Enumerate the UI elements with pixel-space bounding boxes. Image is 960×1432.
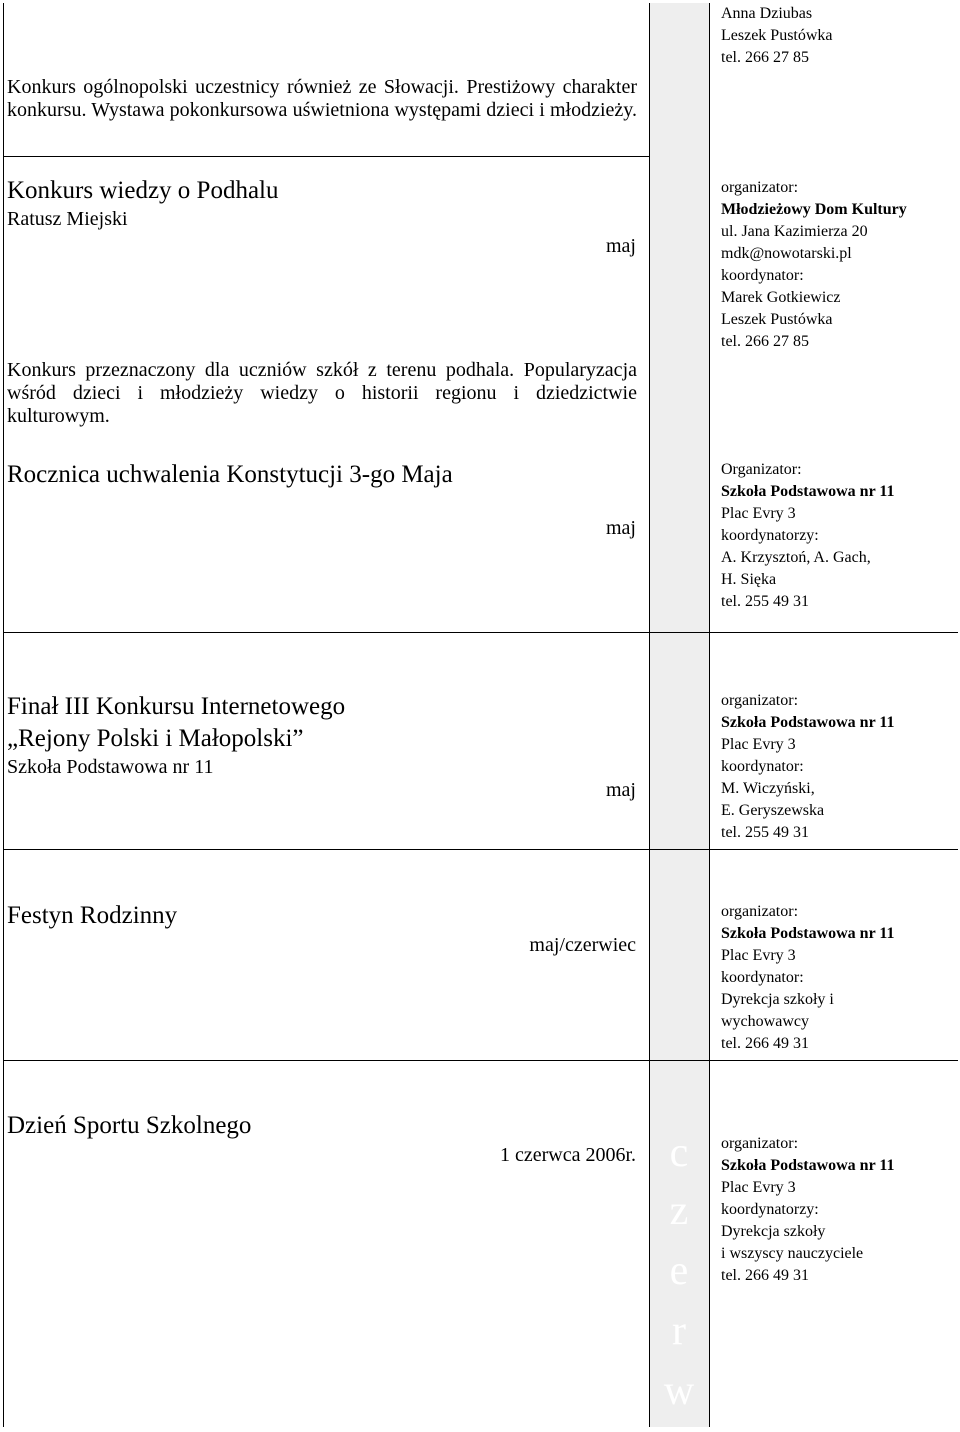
table-divider-org: [709, 3, 710, 1427]
org-line: Anna Dziubas: [721, 5, 813, 22]
row-2-date: maj: [606, 235, 636, 257]
row-6-organizer: [721, 1133, 895, 1287]
org-name: Szkoła Podstawowa nr 11: [721, 714, 895, 731]
org-phone: tel. 266 27 85: [721, 333, 809, 350]
org-person: Dyrekcja szkoły: [721, 1223, 826, 1240]
org-label: koordynatorzy:: [721, 1201, 819, 1218]
org-address: Plac Evry 3: [721, 505, 796, 522]
row-divider-4: [3, 1060, 958, 1061]
org-name: Szkoła Podstawowa nr 11: [721, 1157, 895, 1174]
row-6-title: Dzień Sportu Szkolnego: [7, 1112, 252, 1139]
org-person: i wszyscy nauczyciele: [721, 1245, 864, 1262]
org-address: ul. Jana Kazimierza 20: [721, 223, 868, 240]
row-6-date: 1 czerwca 2006r.: [499, 1144, 636, 1166]
org-label: koordynator:: [721, 267, 804, 284]
org-email: mdk@nowotarski.pl: [721, 245, 852, 262]
row-5-organizer: [721, 901, 895, 1055]
row-2-location: Ratusz Miejski: [7, 208, 128, 230]
row-2-organizer: [721, 177, 907, 353]
row-2-description: Konkurs przeznaczony dla uczniów szkół z terenu podhala. Popularyzacja wśród dzieci i młodzieży wiedzy o historii regionu i dziedzictwie kulturowym.: [7, 359, 637, 427]
row-1-description: Konkurs ogólnopolski uczestnicy również ze Słowacji. Prestiżowy charakter konkursu. Wystawa pokonkursowa uświetniona występami dzieci i młodzieży.: [7, 76, 637, 121]
row-1-organizer: [721, 3, 833, 69]
org-person: wychowawcy: [721, 1013, 809, 1030]
org-phone: tel. 255 49 31: [721, 824, 809, 841]
org-address: Plac Evry 3: [721, 1179, 796, 1196]
org-person: Dyrekcja szkoły i: [721, 991, 834, 1008]
month-letter: w: [663, 1368, 695, 1414]
month-letter: c: [669, 1130, 689, 1176]
org-person: Marek Gotkiewicz: [721, 289, 841, 306]
org-line: Leszek Pustówka: [721, 27, 833, 44]
row-3-date: maj: [606, 517, 636, 539]
row-4-quote: „Rejony Polski i Małopolski”: [7, 725, 304, 752]
row-divider-3: [3, 849, 958, 850]
org-person: H. Sięka: [721, 571, 777, 588]
org-phone: tel. 255 49 31: [721, 593, 809, 610]
org-line: tel. 266 27 85: [721, 49, 809, 66]
org-label: koordynator:: [721, 969, 804, 986]
org-label: organizator:: [721, 692, 799, 709]
row-3-title: Rocznica uchwalenia Konstytucji 3-go Maja: [7, 461, 453, 488]
row-4-location: Szkoła Podstawowa nr 11: [7, 756, 214, 778]
org-address: Plac Evry 3: [721, 736, 796, 753]
org-label: organizator:: [721, 179, 799, 196]
org-phone: tel. 266 49 31: [721, 1035, 809, 1052]
row-4-title: Finał III Konkursu Internetowego: [7, 693, 346, 720]
org-name: Szkoła Podstawowa nr 11: [721, 925, 895, 942]
row-divider-2: [3, 632, 958, 633]
org-person: M. Wiczyński,: [721, 780, 815, 797]
month-letter: z: [669, 1188, 689, 1234]
month-letter: e: [669, 1248, 689, 1294]
row-4-organizer: [721, 690, 895, 844]
org-address: Plac Evry 3: [721, 947, 796, 964]
org-phone: tel. 266 49 31: [721, 1267, 809, 1284]
org-name: Szkoła Podstawowa nr 11: [721, 483, 895, 500]
row-divider-1: [3, 156, 649, 157]
org-person: Leszek Pustówka: [721, 311, 833, 328]
row-2-title: Konkurs wiedzy o Podhalu: [7, 177, 279, 204]
org-label: koordynatorzy:: [721, 527, 819, 544]
org-person: E. Geryszewska: [721, 802, 825, 819]
table-border-left: [3, 3, 4, 1427]
org-label: Organizator:: [721, 461, 802, 478]
row-5-date: maj/czerwiec: [529, 934, 636, 956]
row-5-title: Festyn Rodzinny: [7, 902, 178, 929]
org-label: organizator:: [721, 903, 799, 920]
org-person: A. Krzysztoń, A. Gach,: [721, 549, 871, 566]
row-3-organizer: [721, 459, 895, 613]
month-letter: r: [672, 1308, 686, 1354]
org-name: Młodzieżowy Dom Kultury: [721, 201, 907, 218]
org-label: koordynator:: [721, 758, 804, 775]
row-4-date: maj: [606, 779, 636, 801]
org-label: organizator:: [721, 1135, 799, 1152]
